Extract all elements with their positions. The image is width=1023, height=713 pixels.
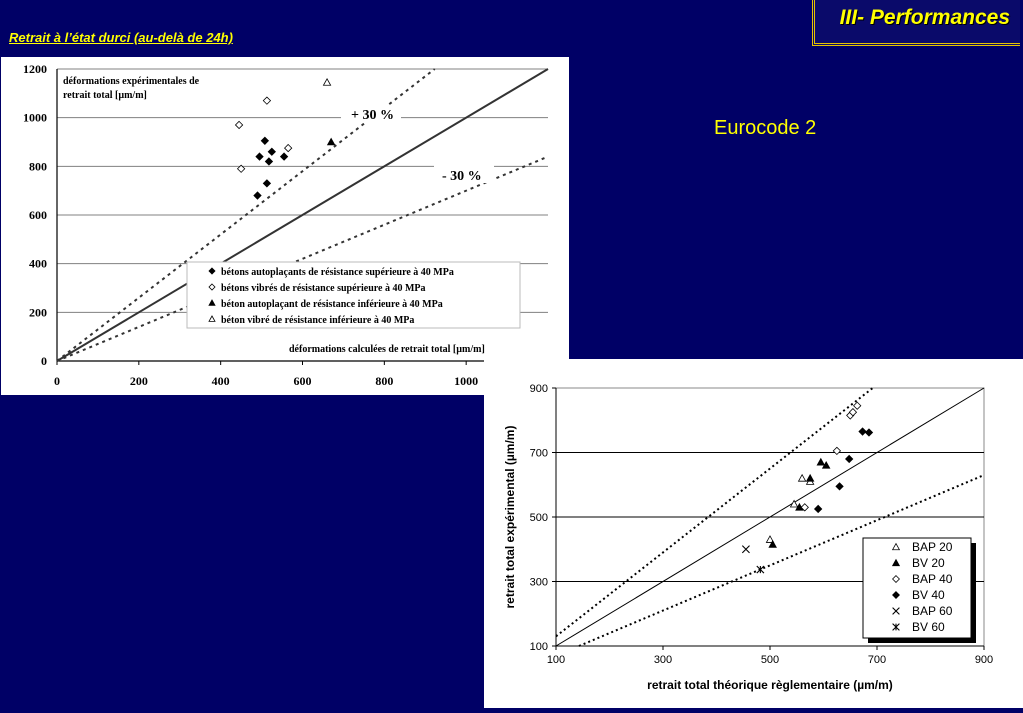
data-point <box>323 79 330 85</box>
y-axis-label: retrait total [µm/m] <box>63 90 147 101</box>
data-point <box>263 97 270 104</box>
y-axis-label: déformations expérimentales de <box>63 76 200 87</box>
data-point <box>261 137 268 144</box>
y-tick-label: 0 <box>41 354 47 368</box>
chart-1 <box>1 57 569 395</box>
x-tick-label: 1000 <box>454 374 479 388</box>
legend-label: bétons autoplaçants de résistance supérieure à 40 MPa <box>221 267 454 278</box>
data-point <box>254 192 261 199</box>
legend-label: BV 60 <box>912 620 945 634</box>
x-tick-label: 100 <box>546 654 566 666</box>
y-tick-label: 100 <box>529 641 548 653</box>
title-box <box>812 0 1020 46</box>
chart-panel-1 <box>1 57 569 395</box>
slide-title: III- Performances <box>839 6 1010 29</box>
data-point <box>280 153 287 160</box>
annotation-plus-30: + 30 % <box>351 108 394 123</box>
x-tick-label: 300 <box>653 654 673 666</box>
x-axis-label: déformations calculées de retrait total [µm/m] <box>289 344 485 355</box>
legend-label: béton autoplaçant de résistance inférieure à 40 MPa <box>221 299 443 310</box>
legend-label: BV 20 <box>912 556 945 570</box>
data-point <box>268 148 275 155</box>
line-minus-30 <box>57 157 548 361</box>
chart-panel-2 <box>484 359 1023 708</box>
data-point <box>256 153 263 160</box>
data-point <box>285 144 292 151</box>
legend-label: BAP 40 <box>912 572 953 586</box>
y-tick-label: 700 <box>529 447 548 460</box>
y-axis-label: retrait total expérimental (µm/m) <box>503 425 517 609</box>
x-tick-label: 600 <box>293 374 312 388</box>
data-point <box>328 138 335 144</box>
legend-label: BV 40 <box>912 588 945 602</box>
legend-label: BAP 20 <box>912 540 953 554</box>
y-tick-label: 1000 <box>23 110 47 125</box>
x-tick-label: 500 <box>760 654 780 666</box>
y-tick-label: 800 <box>29 159 47 174</box>
x-tick-label: 200 <box>129 374 148 388</box>
y-tick-label: 400 <box>29 256 47 271</box>
x-tick-label: 700 <box>867 654 887 666</box>
y-tick-label: 500 <box>529 512 548 524</box>
y-tick-label: 300 <box>529 576 548 589</box>
y-tick-label: 900 <box>529 383 548 395</box>
x-tick-label: 900 <box>974 654 994 666</box>
legend-label: bétons vibrés de résistance supérieure à 40 MPa <box>221 283 426 294</box>
x-tick-label: 0 <box>54 374 60 388</box>
y-tick-label: 1200 <box>23 62 47 76</box>
x-tick-label: 400 <box>211 374 230 388</box>
x-tick-label: 800 <box>375 374 394 388</box>
eurocode-label: Eurocode 2 <box>714 117 817 139</box>
y-tick-label: 600 <box>29 208 47 222</box>
annotation-minus-30: - 30 % <box>442 169 482 184</box>
x-axis-label: retrait total théorique règlementaire (µm/m) <box>647 678 893 692</box>
data-point <box>265 158 272 165</box>
data-point <box>263 180 270 187</box>
chart-2 <box>484 359 1023 708</box>
slide-subtitle: Retrait à l’état durci (au-delà de 24h) <box>9 30 233 45</box>
legend-label: BAP 60 <box>912 604 953 618</box>
y-tick-label: 200 <box>29 305 47 320</box>
data-point <box>235 121 242 128</box>
legend-label: béton vibré de résistance inférieure à 40 MPa <box>221 315 415 326</box>
